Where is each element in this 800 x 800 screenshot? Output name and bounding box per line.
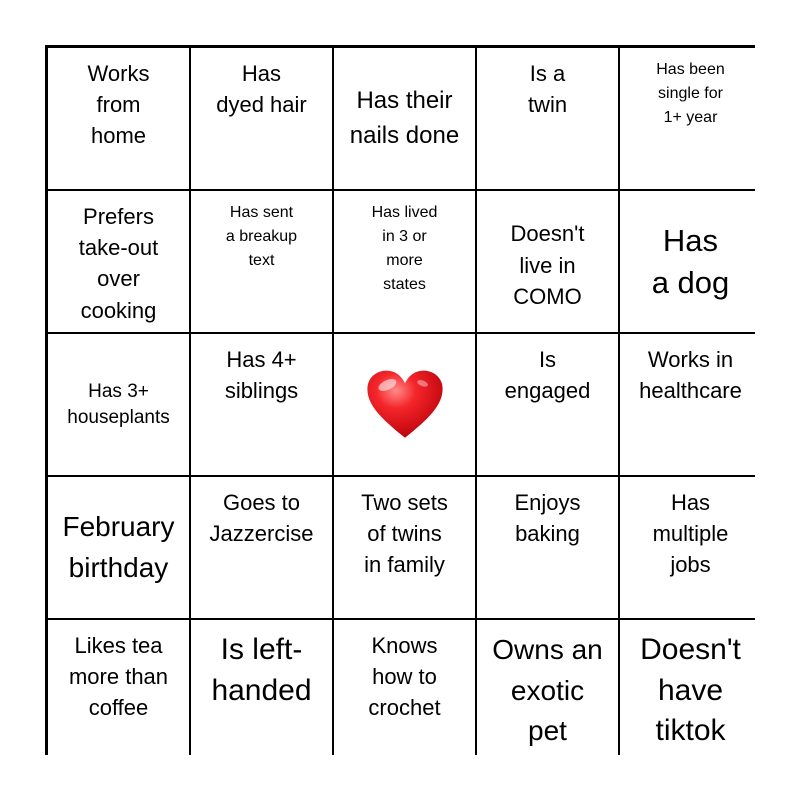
cell-text: Has lived in 3 or more states xyxy=(371,204,438,293)
bingo-board xyxy=(45,45,755,755)
cell-text: Has sent a breakup text xyxy=(225,204,298,269)
bingo-cell[interactable] xyxy=(620,477,761,618)
cell-text: February birthday xyxy=(62,510,175,583)
cell-text: Knows how to crochet xyxy=(368,633,441,721)
cell-text: Prefers take-out over cooking xyxy=(78,204,159,323)
cell-text: Has their nails done xyxy=(349,87,460,149)
bingo-cell[interactable] xyxy=(191,48,332,189)
bingo-cell[interactable] xyxy=(48,334,189,475)
bingo-cell[interactable] xyxy=(334,477,475,618)
bingo-cell[interactable] xyxy=(48,477,189,618)
bingo-cell[interactable] xyxy=(334,191,475,332)
cell-text: Has multiple jobs xyxy=(652,490,729,578)
cell-text: Has been single for 1+ year xyxy=(656,61,725,126)
bingo-cell[interactable] xyxy=(477,48,618,189)
cell-text: Is engaged xyxy=(504,347,591,404)
cell-text: Is a twin xyxy=(527,61,568,118)
bingo-cell[interactable] xyxy=(620,48,761,189)
cell-text: Owns an exotic pet xyxy=(492,634,603,747)
cell-text: Doesn't live in COMO xyxy=(510,221,585,309)
bingo-cell[interactable] xyxy=(48,48,189,189)
cell-text: Enjoys baking xyxy=(514,490,581,547)
bingo-cell[interactable] xyxy=(620,191,761,332)
bingo-cell[interactable] xyxy=(334,620,475,761)
cell-text: Doesn't have tiktok xyxy=(640,633,741,747)
bingo-cell[interactable] xyxy=(334,48,475,189)
cell-text: Is left- handed xyxy=(211,633,312,707)
bingo-cell[interactable] xyxy=(191,477,332,618)
bingo-cell[interactable] xyxy=(477,334,618,475)
cell-text: Works from home xyxy=(87,61,150,149)
free-space-cell[interactable] xyxy=(334,334,475,475)
cell-text: Works in healthcare xyxy=(639,347,742,404)
cell-text: Likes tea more than coffee xyxy=(68,633,169,721)
cell-text: Has a dog xyxy=(651,222,730,300)
bingo-cell[interactable] xyxy=(477,191,618,332)
bingo-cell[interactable] xyxy=(191,191,332,332)
bingo-cell[interactable] xyxy=(620,334,761,475)
cell-text: Two sets of twins in family xyxy=(361,490,448,578)
cell-text: Has dyed hair xyxy=(216,61,307,118)
heart-icon xyxy=(365,369,445,441)
bingo-cell[interactable] xyxy=(477,477,618,618)
cell-text: Has 4+ siblings xyxy=(224,347,299,404)
cell-text: Goes to Jazzercise xyxy=(209,490,314,547)
bingo-cell[interactable] xyxy=(48,620,189,761)
bingo-cell[interactable] xyxy=(477,620,618,761)
bingo-cell[interactable] xyxy=(191,620,332,761)
bingo-cell[interactable] xyxy=(48,191,189,332)
cell-text: Has 3+ houseplants xyxy=(67,381,170,428)
bingo-cell[interactable] xyxy=(191,334,332,475)
bingo-cell[interactable] xyxy=(620,620,761,761)
